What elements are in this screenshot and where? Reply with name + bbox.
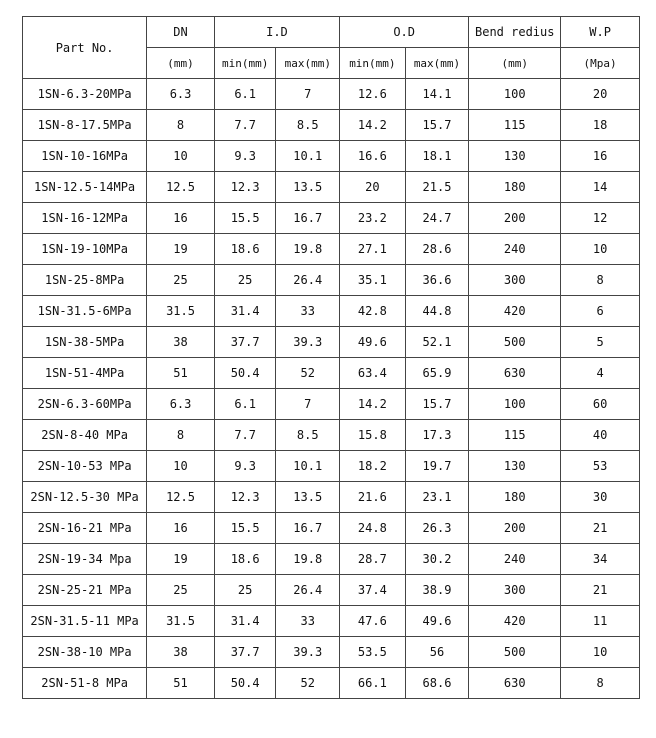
id-min-cell: 6.1 xyxy=(214,389,276,420)
od-max-cell: 30.2 xyxy=(405,544,469,575)
unit-bend-radius: (mm) xyxy=(469,48,561,79)
id-max-cell: 10.1 xyxy=(276,451,340,482)
od-min-cell: 53.5 xyxy=(340,637,406,668)
wp-cell: 40 xyxy=(561,420,640,451)
part-no-cell: 1SN-31.5-6MPa xyxy=(23,296,147,327)
bend-radius-cell: 630 xyxy=(469,358,561,389)
bend-radius-cell: 240 xyxy=(469,544,561,575)
od-min-cell: 63.4 xyxy=(340,358,406,389)
table-row xyxy=(23,606,640,637)
od-max-cell: 56 xyxy=(405,637,469,668)
id-min-cell: 37.7 xyxy=(214,637,276,668)
part-no-cell: 2SN-12.5-30 MPa xyxy=(23,482,147,513)
id-min-cell: 25 xyxy=(214,265,276,296)
od-max-cell: 14.1 xyxy=(405,79,469,110)
od-max-cell: 38.9 xyxy=(405,575,469,606)
col-header-wp: W.P xyxy=(561,17,640,48)
id-max-cell: 19.8 xyxy=(276,234,340,265)
bend-radius-cell: 420 xyxy=(469,296,561,327)
id-max-cell: 7 xyxy=(276,389,340,420)
wp-cell: 20 xyxy=(561,79,640,110)
wp-cell: 14 xyxy=(561,172,640,203)
wp-cell: 18 xyxy=(561,110,640,141)
dn-cell: 6.3 xyxy=(147,79,215,110)
wp-cell: 5 xyxy=(561,327,640,358)
od-max-cell: 65.9 xyxy=(405,358,469,389)
wp-cell: 60 xyxy=(561,389,640,420)
od-max-cell: 26.3 xyxy=(405,513,469,544)
id-max-cell: 39.3 xyxy=(276,637,340,668)
bend-radius-cell: 100 xyxy=(469,389,561,420)
dn-cell: 12.5 xyxy=(147,172,215,203)
od-min-cell: 18.2 xyxy=(340,451,406,482)
unit-od-max: max(mm) xyxy=(405,48,469,79)
part-no-cell: 1SN-10-16MPa xyxy=(23,141,147,172)
bend-radius-cell: 300 xyxy=(469,575,561,606)
od-min-cell: 37.4 xyxy=(340,575,406,606)
part-no-cell: 2SN-16-21 MPa xyxy=(23,513,147,544)
id-min-cell: 37.7 xyxy=(214,327,276,358)
col-header-bend-radius: Bend redius xyxy=(469,17,561,48)
dn-cell: 51 xyxy=(147,358,215,389)
od-max-cell: 15.7 xyxy=(405,389,469,420)
od-min-cell: 24.8 xyxy=(340,513,406,544)
col-header-od: O.D xyxy=(340,17,469,48)
part-no-cell: 2SN-10-53 MPa xyxy=(23,451,147,482)
od-min-cell: 16.6 xyxy=(340,141,406,172)
id-min-cell: 31.4 xyxy=(214,296,276,327)
dn-cell: 8 xyxy=(147,110,215,141)
dn-cell: 25 xyxy=(147,575,215,606)
od-min-cell: 66.1 xyxy=(340,668,406,699)
part-no-cell: 2SN-31.5-11 MPa xyxy=(23,606,147,637)
wp-cell: 34 xyxy=(561,544,640,575)
table-row xyxy=(23,637,640,668)
table-row xyxy=(23,141,640,172)
table-body xyxy=(23,79,640,699)
id-min-cell: 9.3 xyxy=(214,141,276,172)
id-max-cell: 26.4 xyxy=(276,265,340,296)
id-min-cell: 31.4 xyxy=(214,606,276,637)
od-min-cell: 42.8 xyxy=(340,296,406,327)
dn-cell: 51 xyxy=(147,668,215,699)
id-max-cell: 52 xyxy=(276,668,340,699)
wp-cell: 8 xyxy=(561,265,640,296)
table-row xyxy=(23,575,640,606)
bend-radius-cell: 130 xyxy=(469,141,561,172)
od-max-cell: 68.6 xyxy=(405,668,469,699)
part-no-cell: 2SN-51-8 MPa xyxy=(23,668,147,699)
id-max-cell: 33 xyxy=(276,296,340,327)
wp-cell: 16 xyxy=(561,141,640,172)
wp-cell: 4 xyxy=(561,358,640,389)
table-row xyxy=(23,451,640,482)
id-min-cell: 7.7 xyxy=(214,420,276,451)
od-max-cell: 28.6 xyxy=(405,234,469,265)
id-min-cell: 15.5 xyxy=(214,513,276,544)
bend-radius-cell: 500 xyxy=(469,327,561,358)
id-max-cell: 19.8 xyxy=(276,544,340,575)
od-max-cell: 23.1 xyxy=(405,482,469,513)
table-row xyxy=(23,327,640,358)
id-max-cell: 8.5 xyxy=(276,420,340,451)
bend-radius-cell: 240 xyxy=(469,234,561,265)
table-row xyxy=(23,358,640,389)
dn-cell: 19 xyxy=(147,544,215,575)
bend-radius-cell: 180 xyxy=(469,172,561,203)
part-no-cell: 1SN-6.3-20MPa xyxy=(23,79,147,110)
part-no-cell: 1SN-38-5MPa xyxy=(23,327,147,358)
dn-cell: 31.5 xyxy=(147,296,215,327)
id-min-cell: 9.3 xyxy=(214,451,276,482)
id-min-cell: 6.1 xyxy=(214,79,276,110)
od-min-cell: 35.1 xyxy=(340,265,406,296)
bend-radius-cell: 200 xyxy=(469,203,561,234)
id-min-cell: 18.6 xyxy=(214,544,276,575)
dn-cell: 10 xyxy=(147,451,215,482)
unit-dn: (mm) xyxy=(147,48,215,79)
id-min-cell: 50.4 xyxy=(214,668,276,699)
col-header-dn: DN xyxy=(147,17,215,48)
od-max-cell: 17.3 xyxy=(405,420,469,451)
id-max-cell: 8.5 xyxy=(276,110,340,141)
unit-id-max: max(mm) xyxy=(276,48,340,79)
od-max-cell: 52.1 xyxy=(405,327,469,358)
table-row xyxy=(23,482,640,513)
od-max-cell: 44.8 xyxy=(405,296,469,327)
dn-cell: 19 xyxy=(147,234,215,265)
id-max-cell: 13.5 xyxy=(276,172,340,203)
dn-cell: 8 xyxy=(147,420,215,451)
bend-radius-cell: 300 xyxy=(469,265,561,296)
wp-cell: 6 xyxy=(561,296,640,327)
od-max-cell: 36.6 xyxy=(405,265,469,296)
id-max-cell: 10.1 xyxy=(276,141,340,172)
od-min-cell: 20 xyxy=(340,172,406,203)
id-max-cell: 16.7 xyxy=(276,203,340,234)
part-no-cell: 1SN-19-10MPa xyxy=(23,234,147,265)
id-min-cell: 7.7 xyxy=(214,110,276,141)
dn-cell: 16 xyxy=(147,203,215,234)
part-no-cell: 1SN-12.5-14MPa xyxy=(23,172,147,203)
unit-od-min: min(mm) xyxy=(340,48,406,79)
dn-cell: 38 xyxy=(147,327,215,358)
bend-radius-cell: 115 xyxy=(469,420,561,451)
wp-cell: 8 xyxy=(561,668,640,699)
od-min-cell: 28.7 xyxy=(340,544,406,575)
od-min-cell: 49.6 xyxy=(340,327,406,358)
dn-cell: 12.5 xyxy=(147,482,215,513)
table-row xyxy=(23,265,640,296)
od-max-cell: 21.5 xyxy=(405,172,469,203)
table-row xyxy=(23,296,640,327)
dn-cell: 10 xyxy=(147,141,215,172)
part-no-cell: 1SN-16-12MPa xyxy=(23,203,147,234)
wp-cell: 11 xyxy=(561,606,640,637)
id-max-cell: 39.3 xyxy=(276,327,340,358)
wp-cell: 53 xyxy=(561,451,640,482)
wp-cell: 10 xyxy=(561,234,640,265)
table-row xyxy=(23,389,640,420)
part-no-cell: 1SN-8-17.5MPa xyxy=(23,110,147,141)
id-max-cell: 33 xyxy=(276,606,340,637)
od-max-cell: 19.7 xyxy=(405,451,469,482)
col-header-part-no: Part No. xyxy=(23,17,147,79)
part-no-cell: 2SN-8-40 MPa xyxy=(23,420,147,451)
part-no-cell: 2SN-38-10 MPa xyxy=(23,637,147,668)
od-min-cell: 14.2 xyxy=(340,389,406,420)
part-no-cell: 2SN-25-21 MPa xyxy=(23,575,147,606)
table-row xyxy=(23,544,640,575)
bend-radius-cell: 100 xyxy=(469,79,561,110)
od-max-cell: 24.7 xyxy=(405,203,469,234)
od-max-cell: 18.1 xyxy=(405,141,469,172)
bend-radius-cell: 180 xyxy=(469,482,561,513)
od-max-cell: 49.6 xyxy=(405,606,469,637)
dn-cell: 38 xyxy=(147,637,215,668)
id-max-cell: 13.5 xyxy=(276,482,340,513)
table-row xyxy=(23,234,640,265)
unit-wp: (Mpa) xyxy=(561,48,640,79)
id-min-cell: 12.3 xyxy=(214,172,276,203)
od-min-cell: 14.2 xyxy=(340,110,406,141)
bend-radius-cell: 500 xyxy=(469,637,561,668)
od-min-cell: 47.6 xyxy=(340,606,406,637)
dn-cell: 25 xyxy=(147,265,215,296)
table-row xyxy=(23,668,640,699)
id-min-cell: 50.4 xyxy=(214,358,276,389)
table-row xyxy=(23,79,640,110)
wp-cell: 30 xyxy=(561,482,640,513)
part-no-cell: 2SN-6.3-60MPa xyxy=(23,389,147,420)
table-row xyxy=(23,110,640,141)
od-min-cell: 12.6 xyxy=(340,79,406,110)
id-min-cell: 15.5 xyxy=(214,203,276,234)
wp-cell: 21 xyxy=(561,513,640,544)
od-min-cell: 23.2 xyxy=(340,203,406,234)
id-max-cell: 7 xyxy=(276,79,340,110)
table-row xyxy=(23,172,640,203)
bend-radius-cell: 200 xyxy=(469,513,561,544)
id-max-cell: 26.4 xyxy=(276,575,340,606)
dn-cell: 16 xyxy=(147,513,215,544)
od-min-cell: 21.6 xyxy=(340,482,406,513)
table-row xyxy=(23,420,640,451)
id-min-cell: 12.3 xyxy=(214,482,276,513)
bend-radius-cell: 130 xyxy=(469,451,561,482)
od-max-cell: 15.7 xyxy=(405,110,469,141)
id-min-cell: 25 xyxy=(214,575,276,606)
wp-cell: 21 xyxy=(561,575,640,606)
wp-cell: 10 xyxy=(561,637,640,668)
header-row xyxy=(23,17,640,48)
od-min-cell: 27.1 xyxy=(340,234,406,265)
table-row xyxy=(23,513,640,544)
col-header-id: I.D xyxy=(214,17,339,48)
dn-cell: 6.3 xyxy=(147,389,215,420)
part-no-cell: 1SN-51-4MPa xyxy=(23,358,147,389)
bend-radius-cell: 115 xyxy=(469,110,561,141)
part-no-cell: 2SN-19-34 Mpa xyxy=(23,544,147,575)
bend-radius-cell: 630 xyxy=(469,668,561,699)
hose-spec-table xyxy=(22,16,640,699)
table-header xyxy=(23,17,640,79)
bend-radius-cell: 420 xyxy=(469,606,561,637)
od-min-cell: 15.8 xyxy=(340,420,406,451)
id-max-cell: 52 xyxy=(276,358,340,389)
wp-cell: 12 xyxy=(561,203,640,234)
dn-cell: 31.5 xyxy=(147,606,215,637)
table-row xyxy=(23,203,640,234)
part-no-cell: 1SN-25-8MPa xyxy=(23,265,147,296)
unit-id-min: min(mm) xyxy=(214,48,276,79)
id-min-cell: 18.6 xyxy=(214,234,276,265)
id-max-cell: 16.7 xyxy=(276,513,340,544)
